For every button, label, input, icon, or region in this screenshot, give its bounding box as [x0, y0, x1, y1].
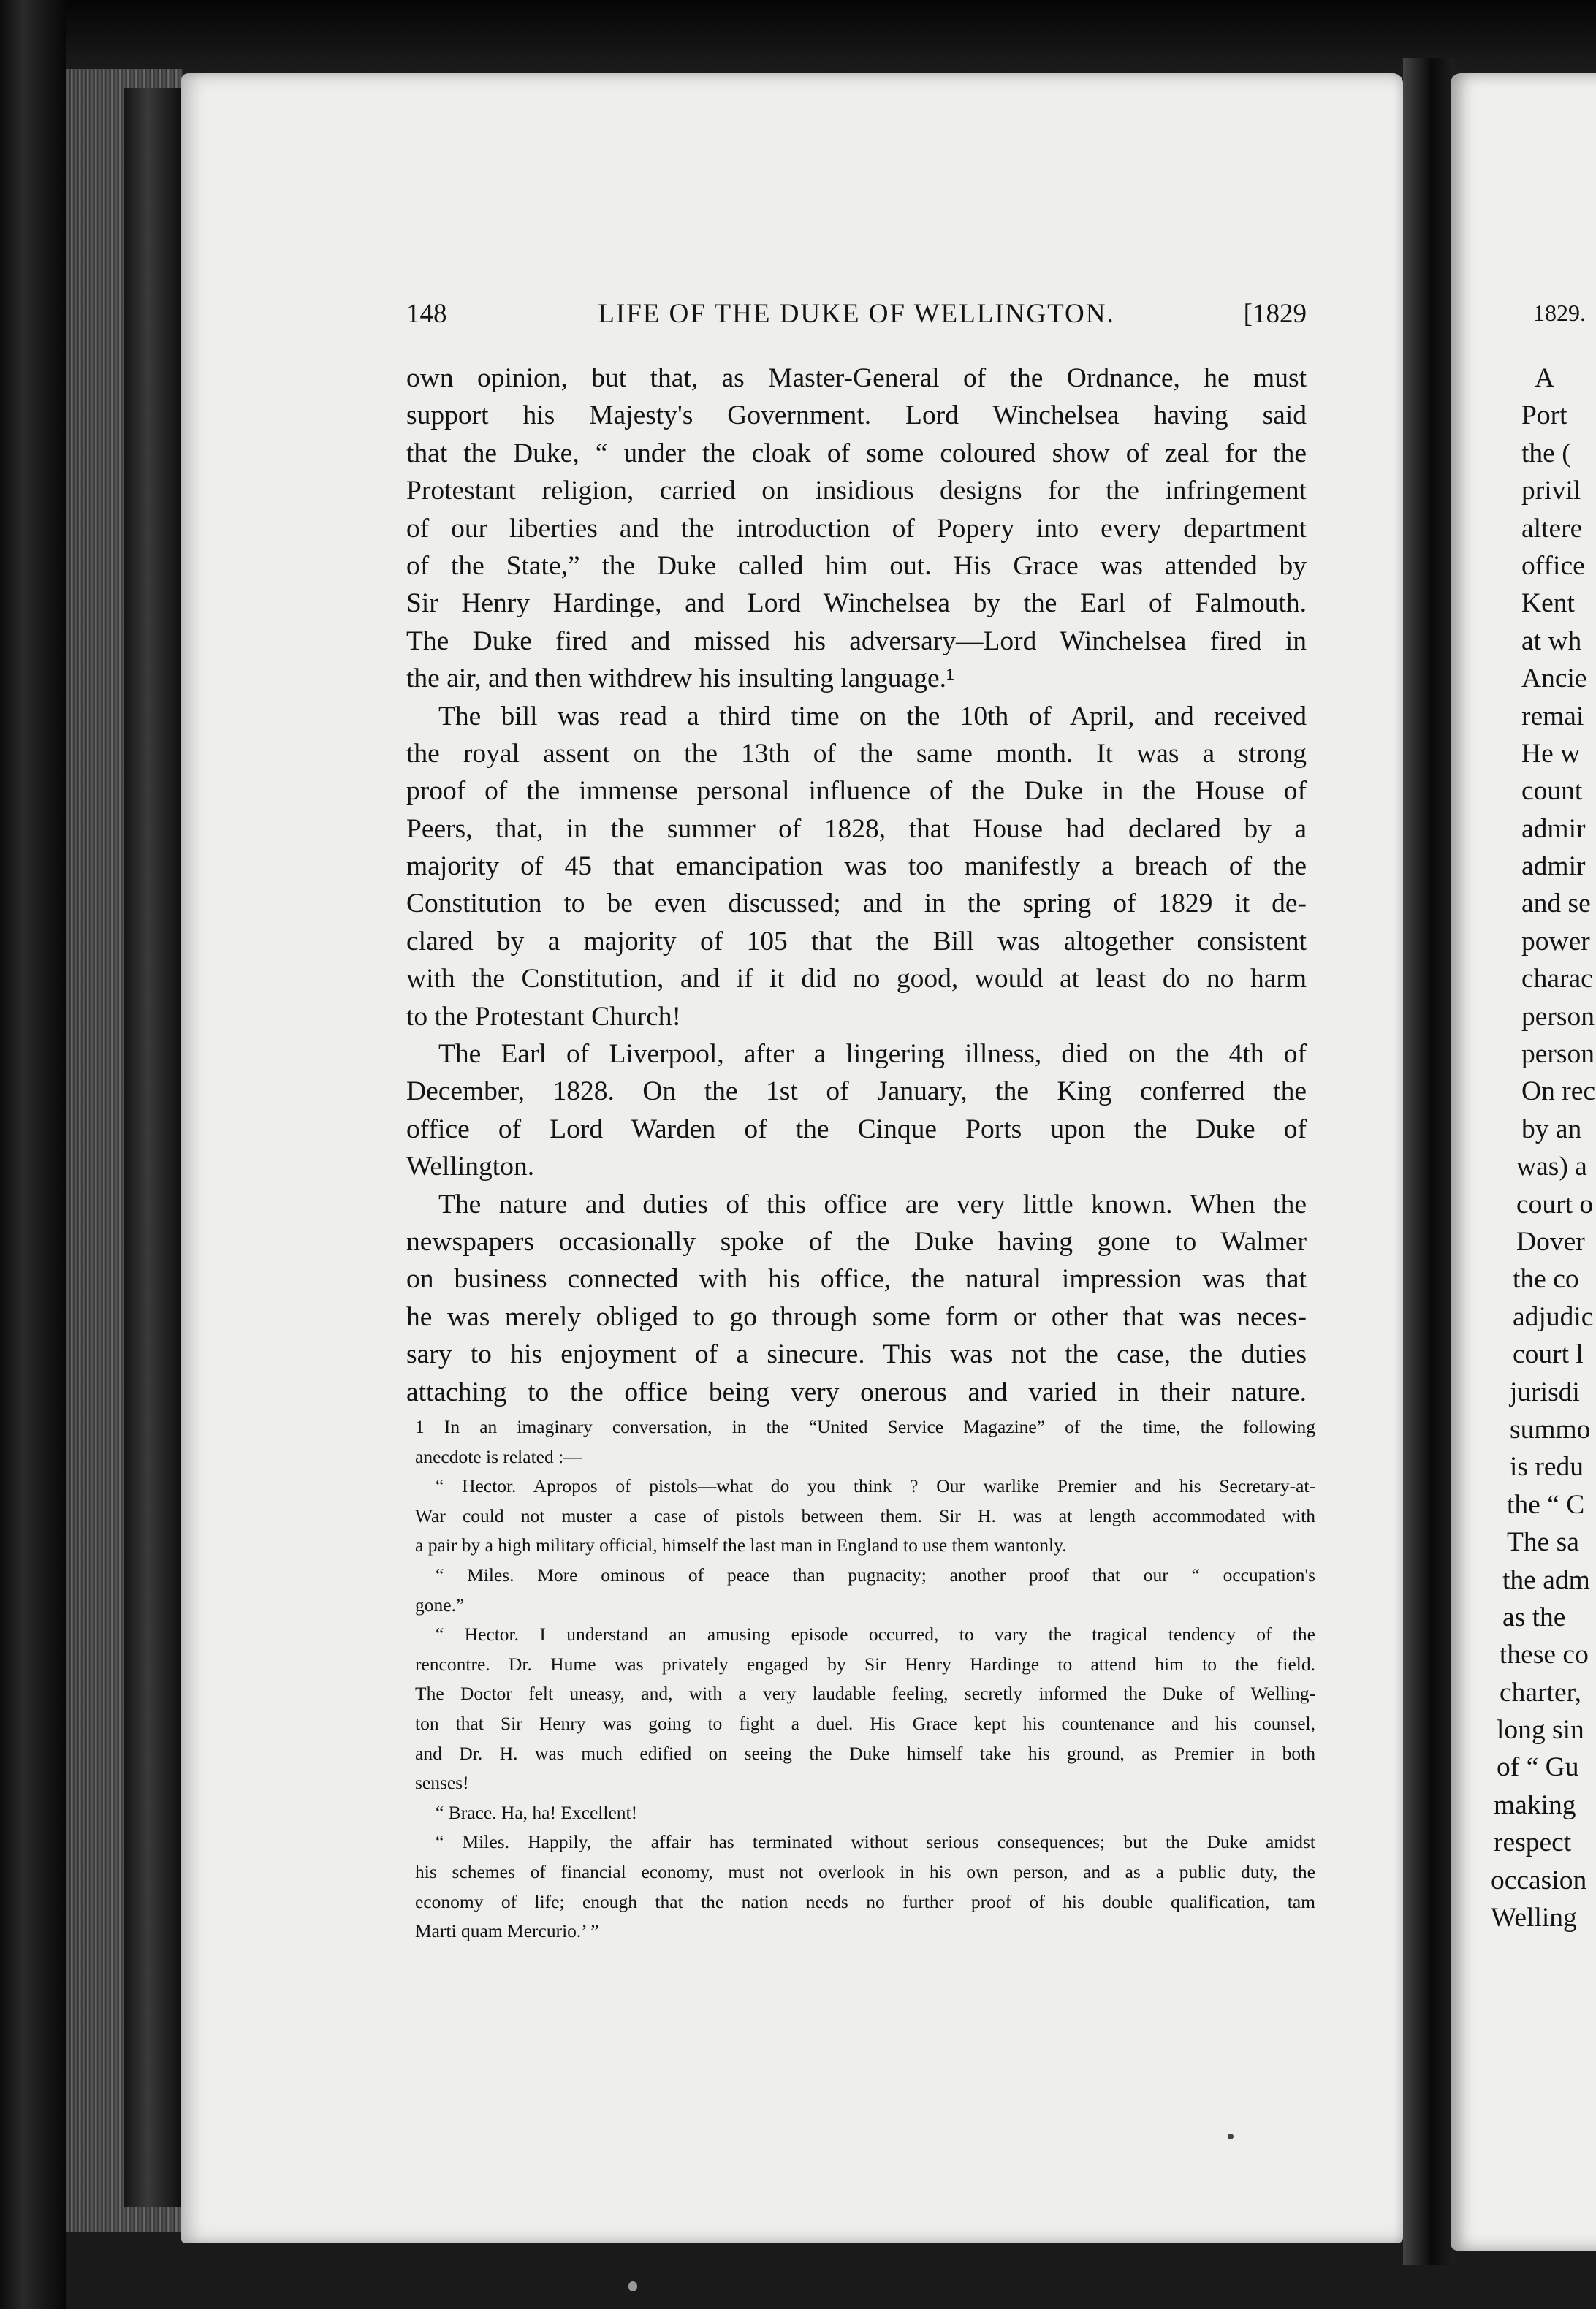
facing-text-line: occasion — [1491, 1865, 1587, 1895]
facing-text-line: Welling — [1491, 1903, 1577, 1933]
facing-text-line: by an — [1521, 1114, 1582, 1144]
text-line: The bill was read a third time on the 10th of April, and received — [438, 701, 1307, 731]
scanner-top-edge — [0, 0, 1596, 77]
scan-speck — [1228, 2134, 1234, 2139]
footnotes — [415, 1412, 1315, 1947]
footnote-line: economy of life; enough that the nation needs no further proof of his double qualification, tam — [415, 1890, 1315, 1912]
facing-text-line: is redu — [1510, 1452, 1584, 1483]
facing-text-line: adjudic — [1513, 1301, 1594, 1332]
facing-text-line: jurisdi — [1510, 1377, 1580, 1407]
footnote-line: senses! — [415, 1772, 469, 1794]
facing-text-line: The sa — [1507, 1527, 1579, 1558]
book-cover-edge — [0, 0, 66, 2309]
facing-text-line: long sin — [1497, 1715, 1584, 1746]
facing-text-line: office — [1521, 550, 1585, 581]
footnote-line: “ Hector. Apropos of pistols—what do you think ? Our warlike Premier and his Secretary-at- — [436, 1475, 1315, 1497]
footnote-line: “ Hector. I understand an amusing episode occurred, to vary the tragical tendency of the — [436, 1624, 1315, 1646]
facing-text-line: altere — [1521, 513, 1583, 544]
facing-text-line: court o — [1516, 1189, 1594, 1220]
text-line: to the Protestant Church! — [406, 1001, 681, 1032]
facing-text-line: person — [1521, 1039, 1595, 1070]
facing-text-line: A — [1535, 363, 1555, 393]
facing-text-line: of “ Gu — [1497, 1752, 1579, 1783]
text-line: own opinion, but that, as Master-General of the Ordnance, he must — [406, 363, 1307, 393]
book-gutter — [1403, 58, 1454, 2265]
facing-text-line: On rec — [1521, 1076, 1595, 1107]
text-line: of the State,” the Duke called him out. His Grace was attended by — [406, 550, 1307, 581]
facing-text-line: admir — [1521, 851, 1586, 882]
facing-text-line: making — [1494, 1789, 1576, 1820]
facing-text-line: charter, — [1500, 1677, 1581, 1708]
facing-text-line: at wh — [1521, 625, 1582, 656]
facing-text-line: count — [1521, 776, 1583, 807]
text-line: office of Lord Warden of the Cinque Ports upon the Duke of — [406, 1114, 1307, 1144]
footnote-line: War could not muster a case of pistols between them. Sir H. was at length accommodated with — [415, 1505, 1315, 1526]
facing-page-header: 1829. — [1533, 300, 1586, 326]
text-line: clared by a majority of 105 that the Bill was altogether consistent — [406, 926, 1307, 956]
facing-text-line: was) a — [1516, 1152, 1587, 1182]
text-line: the air, and then withdrew his insulting language.¹ — [406, 663, 955, 694]
text-line: December, 1828. On the 1st of January, the King conferred the — [406, 1076, 1307, 1107]
footnote-line: “ Miles. More ominous of peace than pugnacity; another proof that our “ occupation's — [436, 1564, 1315, 1586]
text-line: with the Constitution, and if it did no good, would at least do no harm — [406, 964, 1307, 994]
footnote-line: ton that Sir Henry was going to fight a duel. His Grace kept his countenance and his counsel, — [415, 1712, 1315, 1734]
page-number: 148 — [406, 299, 447, 329]
text-line: Protestant religion, carried on insidious designs for the infringement — [406, 476, 1307, 506]
running-year: [1829 — [1243, 299, 1307, 329]
footnote-line: a pair by a high military official, himself the last man in England to use them wantonly. — [415, 1534, 1067, 1556]
text-line: that the Duke, “ under the cloak of some coloured show of zeal for the — [406, 438, 1307, 468]
text-line: the royal assent on the 13th of the same month. It was a strong — [406, 738, 1307, 769]
footnote-line: 1 In an imaginary conversation, in the “United Service Magazine” of the time, the following — [415, 1416, 1315, 1437]
page-edge-shadow — [124, 88, 183, 2207]
facing-page-text — [1483, 360, 1596, 1936]
footnote-line: gone.” — [415, 1594, 465, 1616]
facing-text-line: these co — [1500, 1640, 1589, 1670]
facing-text-line: and se — [1521, 889, 1591, 919]
text-line: proof of the immense personal influence of the Duke in the House of — [406, 776, 1307, 807]
text-line: Sir Henry Hardinge, and Lord Winchelsea by the Earl of Falmouth. — [406, 588, 1307, 619]
footnote-line: his schemes of financial economy, must not overlook in his own person, and as a public duty, the — [415, 1860, 1315, 1882]
running-title: LIFE OF THE DUKE OF WELLINGTON. — [598, 299, 1115, 329]
text-line: Constitution to be even discussed; and in the spring of 1829 it de- — [406, 889, 1307, 919]
text-line: attaching to the office being very onerous and varied in their nature. — [406, 1377, 1307, 1407]
text-line: newspapers occasionally spoke of the Duke having gone to Walmer — [406, 1226, 1307, 1257]
facing-text-line: summo — [1510, 1414, 1591, 1445]
facing-text-line: charac — [1521, 964, 1593, 994]
text-line: support his Majesty's Government. Lord Winchelsea having said — [406, 400, 1307, 431]
footnote-line: “ Brace. Ha, ha! Excellent! — [436, 1801, 638, 1823]
footnote-line: Marti quam Mercurio.’ ” — [415, 1920, 599, 1942]
facing-text-line: Ancie — [1521, 663, 1587, 694]
facing-text-line: He w — [1521, 738, 1581, 769]
text-line: The nature and duties of this office are very little known. When the — [438, 1189, 1307, 1220]
facing-text-line: admir — [1521, 813, 1586, 844]
text-line: of our liberties and the introduction of Popery into every department — [406, 513, 1307, 544]
text-line: sary to his enjoyment of a sinecure. This was not the case, the duties — [406, 1339, 1307, 1370]
facing-text-line: the ( — [1521, 438, 1571, 468]
facing-text-line: remai — [1521, 701, 1584, 731]
facing-text-line: as the — [1502, 1602, 1566, 1632]
facing-text-line: privil — [1521, 476, 1581, 506]
footnote-line: “ Miles. Happily, the affair has terminated without serious consequences; but the Duke amidst — [436, 1831, 1315, 1853]
footnote-line: anecdote is related :— — [415, 1445, 582, 1467]
text-line: majority of 45 that emancipation was too manifestly a breach of the — [406, 851, 1307, 882]
footnote-line: The Doctor felt uneasy, and, with a very laudable feeling, secretly informed the Duke of Welling- — [415, 1683, 1315, 1705]
facing-text-line: Dover — [1516, 1226, 1585, 1257]
facing-text-line: the co — [1513, 1264, 1579, 1295]
footnote-line: and Dr. H. was much edified on seeing the Duke himself take his ground, as Premier in both — [415, 1742, 1315, 1764]
text-line: on business connected with his office, the natural impression was that — [406, 1264, 1307, 1295]
text-line: The Earl of Liverpool, after a lingering illness, died on the 4th of — [438, 1039, 1307, 1070]
facing-text-line: Kent — [1521, 588, 1575, 619]
body-text — [406, 360, 1307, 1411]
text-line: Peers, that, in the summer of 1828, that House had declared by a — [406, 813, 1307, 844]
facing-text-line: the “ C — [1507, 1489, 1585, 1520]
text-line: Wellington. — [406, 1152, 535, 1182]
facing-text-line: the adm — [1502, 1564, 1590, 1595]
footnote-line: rencontre. Dr. Hume was privately engaged by Sir Henry Hardinge to attend him to the field. — [415, 1653, 1315, 1675]
running-header — [406, 298, 1307, 342]
facing-text-line: respect — [1494, 1827, 1572, 1858]
text-line: The Duke fired and missed his adversary—Lord Winchelsea fired in — [406, 625, 1307, 656]
text-line: he was merely obliged to go through some form or other that was neces- — [406, 1301, 1307, 1332]
scan-speck — [628, 2281, 637, 2291]
facing-text-line: power — [1521, 926, 1590, 956]
facing-text-line: court l — [1513, 1339, 1584, 1370]
facing-text-line: person — [1521, 1001, 1595, 1032]
facing-text-line: Port — [1521, 400, 1568, 431]
